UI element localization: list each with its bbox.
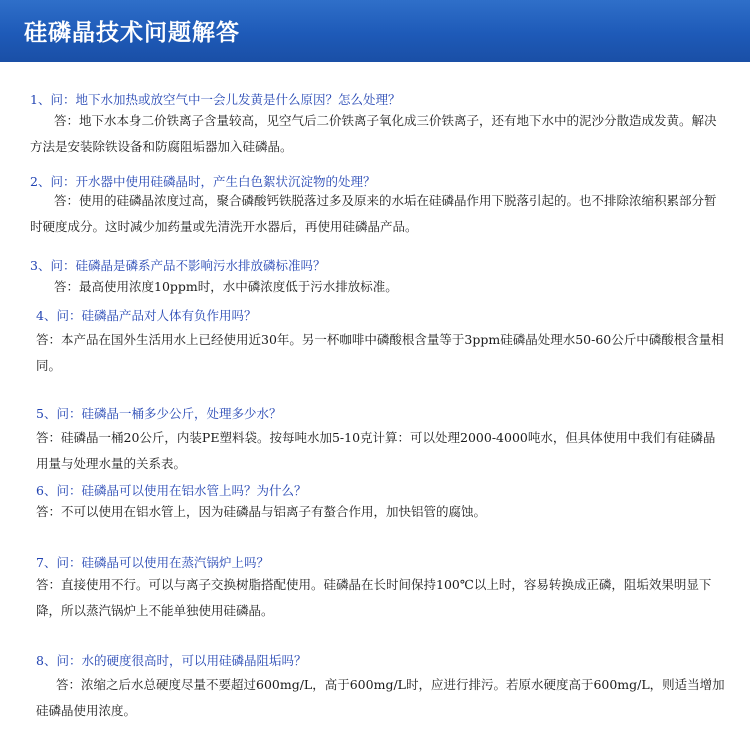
faq-answer: 答：使用的硅磷晶浓度过高，聚合磷酸钙铁脱落过多及原来的水垢在硅磷晶作用下脱落引起的。也不排除浓缩积累部分暂时硬度成分。这时减少加药量或先清洗开水器后，再使用硅磷晶产品。: [30, 193, 717, 234]
faq-answer: 答：地下水本身二价铁离子含量较高，见空气后二价铁离子氧化成三价铁离子，还有地下水中的泥沙分散造成发黄。解决方法是安装除铁设备和防腐阻垢器加入硅磷晶。: [30, 113, 717, 154]
page-header: [0, 0, 750, 62]
faq-answer: 答：最高使用浓度10ppm时，水中磷浓度低于污水排放标准。: [54, 279, 398, 294]
faq-answer: 答：直接使用不行。可以与离子交换树脂搭配使用。硅磷晶在长时间保持100℃以上时，容易转换成正磷，阻垢效果明显下降，所以蒸汽锅炉上不能单独使用硅磷晶。: [36, 577, 712, 618]
faq-answer: 答：浓缩之后水总硬度尽量不要超过600mg/L，高于600mg/L时，应进行排污。若原水硬度高于600mg/L，则适当增加硅磷晶使用浓度。: [36, 677, 725, 718]
faq-answer: 答：本产品在国外生活用水上已经使用近30年。另一杯咖啡中磷酸根含量等于3ppm硅磷晶处理水50-60公斤中磷酸根含量相同。: [36, 332, 724, 373]
faq-answer: 答：硅磷晶一桶20公斤，内装PE塑料袋。按每吨水加5-10克计算：可以处理2000-4000吨水，但具体使用中我们有硅磷晶用量与处理水量的关系表。: [36, 430, 716, 471]
page-title: 硅磷晶技术问题解答: [24, 20, 240, 46]
faq-question: 8、问：水的硬度很高时，可以用硅磷晶阻垢吗？: [36, 653, 307, 668]
faq-question: 7、问：硅磷晶可以使用在蒸汽锅炉上吗？: [36, 555, 269, 570]
faq-answer: 答：不可以使用在铝水管上，因为硅磷晶与铝离子有螯合作用，加快铝管的腐蚀。: [36, 504, 487, 519]
faq-question: 2、问：开水器中使用硅磷晶时，产生白色絮状沉淀物的处理？: [30, 174, 376, 189]
faq-question: 5、问：硅磷晶一桶多少公斤，处理多少水？: [36, 406, 282, 421]
faq-question: 1、问：地下水加热或放空气中一会儿发黄是什么原因？怎么处理？: [30, 92, 401, 107]
faq-question: 3、问：硅磷晶是磷系产品不影响污水排放磷标准吗？: [30, 258, 326, 273]
faq-question: 6、问：硅磷晶可以使用在铝水管上吗？为什么？: [36, 483, 307, 498]
faq-question: 4、问：硅磷晶产品对人体有负作用吗？: [36, 308, 257, 323]
